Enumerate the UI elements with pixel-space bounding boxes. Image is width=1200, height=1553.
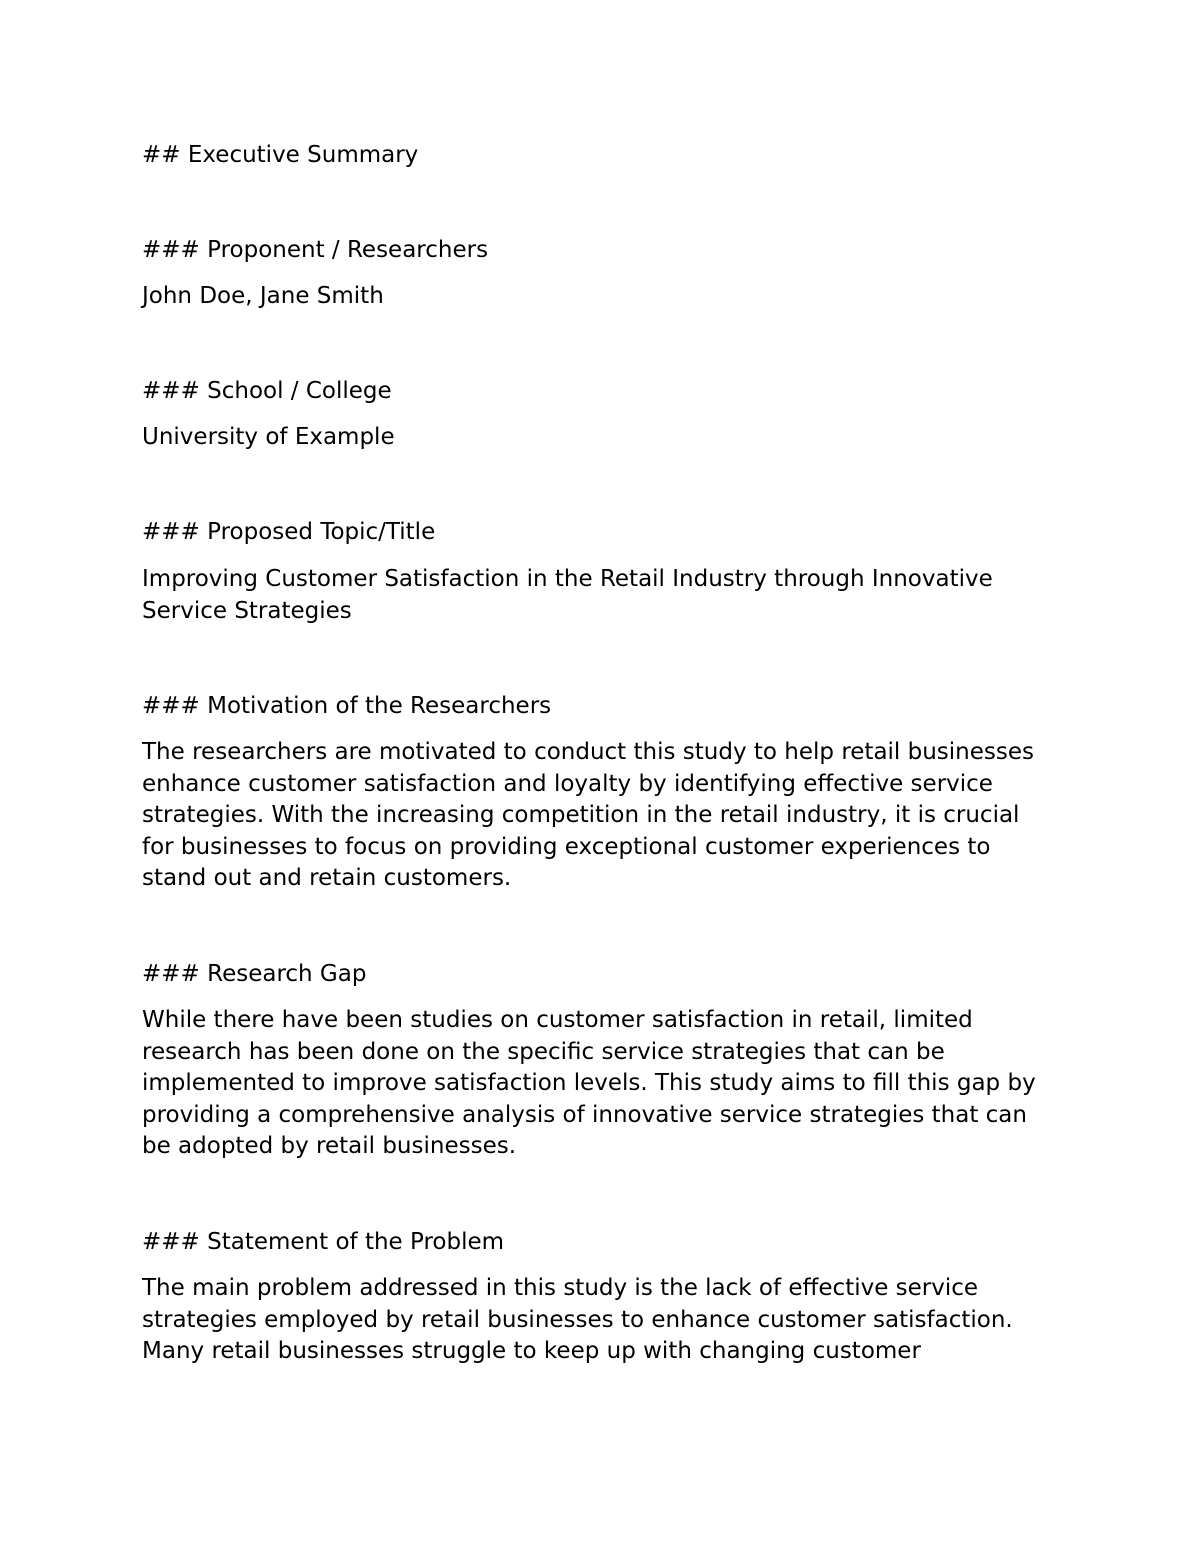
body-line: strategies employed by retail businesses to enhance customer satisfaction. (142, 1306, 1013, 1333)
section-body-motivation (142, 737, 1072, 895)
section-body-problem (142, 1273, 1072, 1368)
section-heading-topic: ### Proposed Topic/Title (142, 519, 436, 545)
section-heading-motivation: ### Motivation of the Researchers (142, 693, 552, 719)
body-line: Service Strategies (142, 597, 352, 624)
section-heading-proponent: ### Proponent / Researchers (142, 237, 489, 263)
body-line: The researchers are motivated to conduct this study to help retail businesses (142, 739, 1035, 765)
section-heading-problem: ### Statement of the Problem (142, 1229, 505, 1255)
body-line: Improving Customer Satisfaction in the Retail Industry through Innovative (142, 566, 993, 592)
body-line: John Doe, Jane Smith (142, 283, 384, 309)
body-line: be adopted by retail businesses. (142, 1133, 517, 1159)
body-line: University of Example (142, 424, 395, 450)
section-heading-school: ### School / College (142, 378, 392, 404)
section-body-research-gap (142, 1005, 1072, 1163)
section-heading-research-gap: ### Research Gap (142, 961, 367, 987)
body-line: for businesses to focus on providing exceptional customer experiences to (142, 833, 991, 860)
body-line: Many retail businesses struggle to keep up with changing customer (142, 1338, 921, 1364)
body-line: enhance customer satisfaction and loyalty by identifying effective service (142, 770, 993, 797)
body-line: implemented to improve satisfaction levels. This study aims to fill this gap by (142, 1070, 1036, 1096)
body-line: strategies. With the increasing competition in the retail industry, it is crucial (142, 802, 1020, 828)
section-body-school (142, 422, 1072, 454)
body-line: providing a comprehensive analysis of innovative service strategies that can (142, 1101, 1027, 1128)
section-body-topic (142, 564, 1072, 627)
body-line: research has been done on the specific service strategies that can be (142, 1038, 945, 1065)
body-line: The main problem addressed in this study is the lack of effective service (142, 1275, 979, 1301)
body-line: stand out and retain customers. (142, 865, 512, 891)
section-body-proponent (142, 281, 1072, 313)
body-line: While there have been studies on customer satisfaction in retail, limited (142, 1007, 973, 1033)
document-title: ## Executive Summary (142, 142, 419, 168)
